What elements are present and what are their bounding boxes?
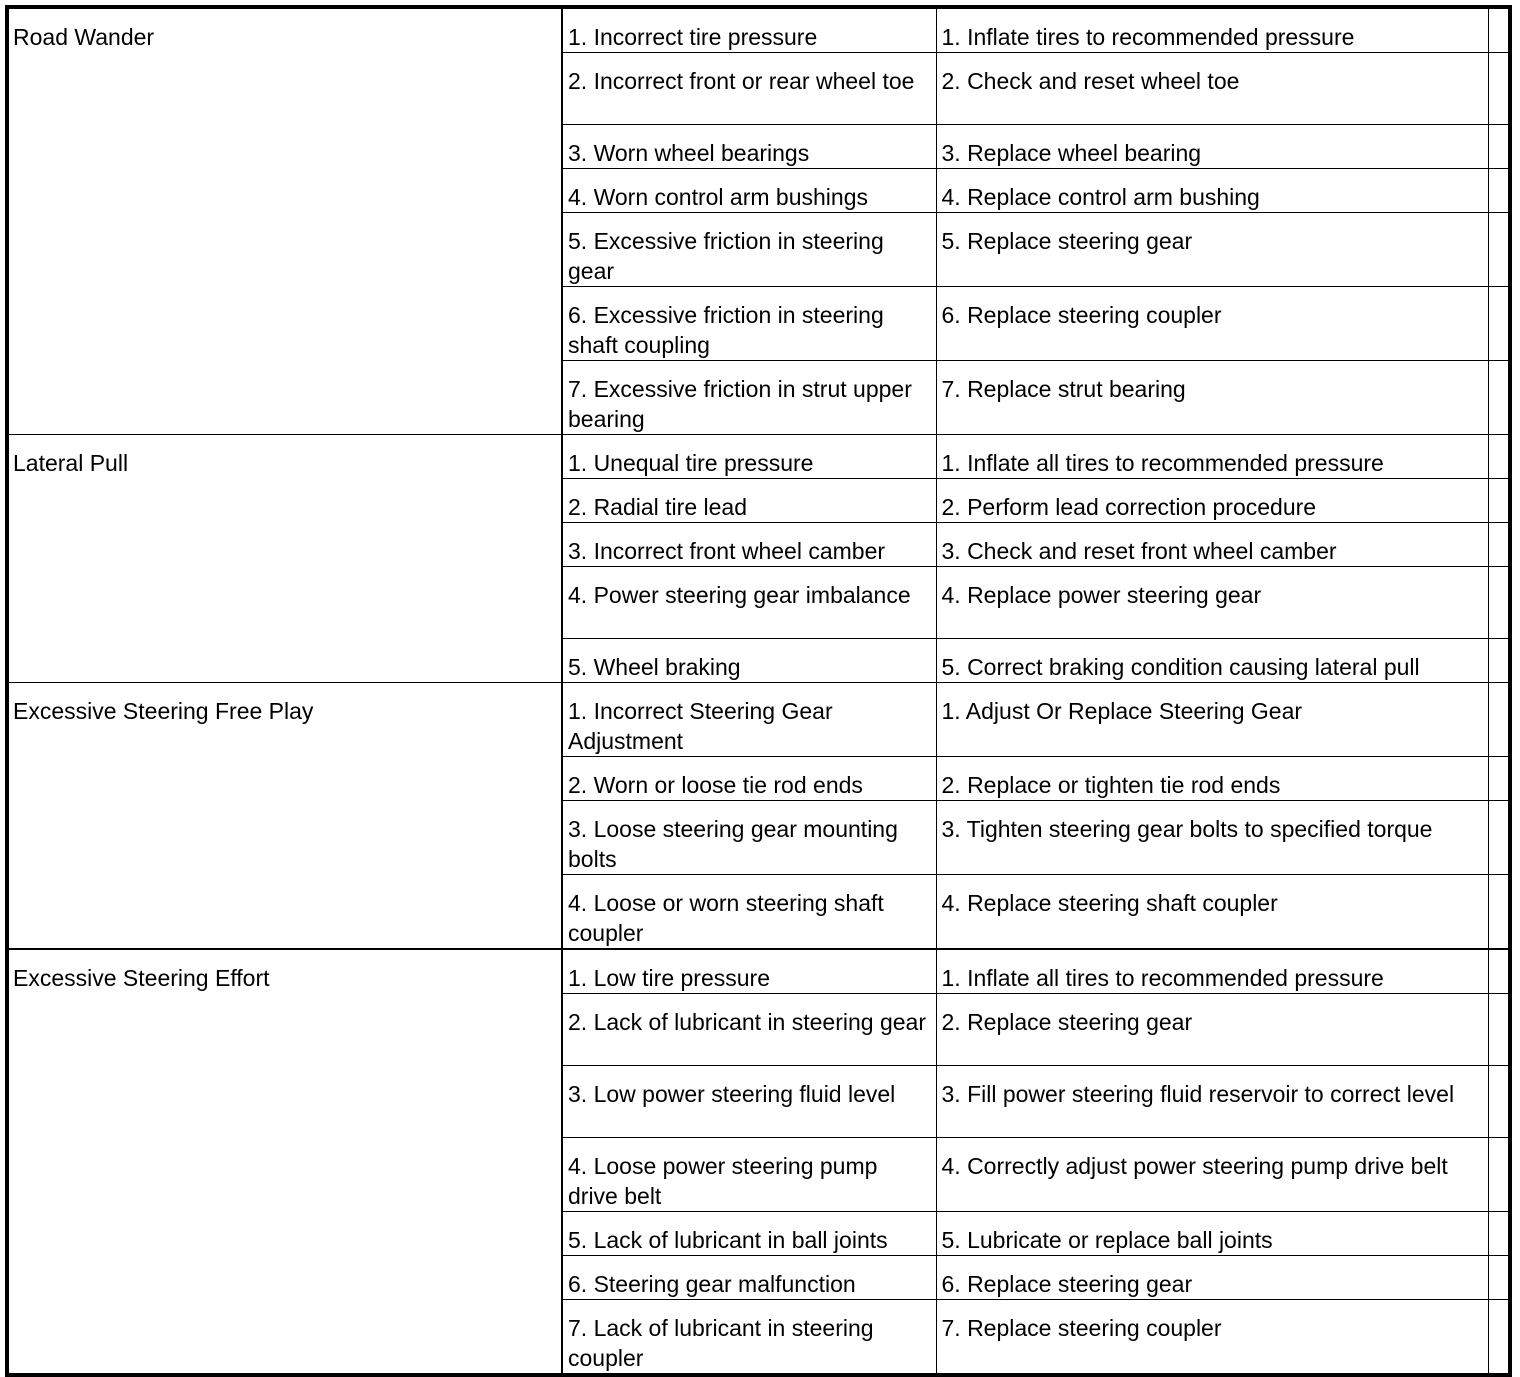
blank-cell [1488, 53, 1510, 125]
blank-cell [1488, 801, 1510, 875]
cause-cell: 5. Lack of lubricant in ball joints [562, 1212, 936, 1256]
correction-cell: 6. Replace steering gear [936, 1256, 1488, 1300]
blank-cell [1488, 479, 1510, 523]
correction-cell: 1. Inflate all tires to recommended pressure [936, 949, 1488, 994]
correction-cell: 1. Inflate tires to recommended pressure [936, 7, 1488, 53]
cause-cell: 5. Excessive friction in steering gear [562, 213, 936, 287]
correction-cell: 3. Check and reset front wheel camber [936, 523, 1488, 567]
cause-cell: 2. Incorrect front or rear wheel toe [562, 53, 936, 125]
correction-cell: 3. Tighten steering gear bolts to specified torque [936, 801, 1488, 875]
correction-cell: 6. Replace steering coupler [936, 287, 1488, 361]
cause-cell: 5. Wheel braking [562, 639, 936, 683]
correction-cell: 4. Replace power steering gear [936, 567, 1488, 639]
cause-cell: 6. Steering gear malfunction [562, 1256, 936, 1300]
blank-cell [1488, 523, 1510, 567]
cause-cell: 7. Lack of lubricant in steering coupler [562, 1300, 936, 1376]
blank-cell [1488, 639, 1510, 683]
cause-cell: 2. Lack of lubricant in steering gear [562, 994, 936, 1066]
condition-cell: Lateral Pull [7, 435, 562, 683]
table-row [7, 949, 1510, 994]
blank-cell [1488, 1138, 1510, 1212]
correction-cell: 5. Lubricate or replace ball joints [936, 1212, 1488, 1256]
blank-cell [1488, 1256, 1510, 1300]
cause-cell: 1. Unequal tire pressure [562, 435, 936, 479]
condition-cell: Excessive Steering Free Play [7, 683, 562, 950]
correction-cell: 5. Correct braking condition causing lateral pull [936, 639, 1488, 683]
cause-cell: 1. Low tire pressure [562, 949, 936, 994]
correction-cell: 1. Inflate all tires to recommended pressure [936, 435, 1488, 479]
condition-cell: Road Wander [7, 7, 562, 435]
cause-cell: 4. Power steering gear imbalance [562, 567, 936, 639]
correction-cell: 4. Replace control arm bushing [936, 169, 1488, 213]
correction-cell: 2. Replace steering gear [936, 994, 1488, 1066]
blank-cell [1488, 567, 1510, 639]
cause-cell: 3. Low power steering fluid level [562, 1066, 936, 1138]
cause-cell: 1. Incorrect tire pressure [562, 7, 936, 53]
blank-cell [1488, 1066, 1510, 1138]
cause-cell: 2. Worn or loose tie rod ends [562, 757, 936, 801]
cause-cell: 4. Loose power steering pump drive belt [562, 1138, 936, 1212]
correction-cell: 7. Replace strut bearing [936, 361, 1488, 435]
correction-cell: 2. Perform lead correction procedure [936, 479, 1488, 523]
correction-cell: 1. Adjust Or Replace Steering Gear [936, 683, 1488, 757]
blank-cell [1488, 949, 1510, 994]
table-row [7, 7, 1510, 53]
correction-cell: 2. Replace or tighten tie rod ends [936, 757, 1488, 801]
cause-cell: 3. Loose steering gear mounting bolts [562, 801, 936, 875]
cause-cell: 4. Loose or worn steering shaft coupler [562, 875, 936, 950]
correction-cell: 4. Replace steering shaft coupler [936, 875, 1488, 950]
table-row [7, 683, 1510, 757]
correction-cell: 2. Check and reset wheel toe [936, 53, 1488, 125]
cause-cell: 4. Worn control arm bushings [562, 169, 936, 213]
blank-cell [1488, 169, 1510, 213]
blank-cell [1488, 875, 1510, 950]
correction-cell: 7. Replace steering coupler [936, 1300, 1488, 1376]
blank-cell [1488, 213, 1510, 287]
blank-cell [1488, 287, 1510, 361]
blank-cell [1488, 435, 1510, 479]
blank-cell [1488, 361, 1510, 435]
blank-cell [1488, 1212, 1510, 1256]
condition-cell: Excessive Steering Effort [7, 949, 562, 1375]
blank-cell [1488, 683, 1510, 757]
blank-cell [1488, 1300, 1510, 1376]
blank-cell [1488, 125, 1510, 169]
cause-cell: 2. Radial tire lead [562, 479, 936, 523]
cause-cell: 1. Incorrect Steering Gear Adjustment [562, 683, 936, 757]
blank-cell [1488, 994, 1510, 1066]
correction-cell: 3. Fill power steering fluid reservoir to correct level [936, 1066, 1488, 1138]
correction-cell: 5. Replace steering gear [936, 213, 1488, 287]
cause-cell: 7. Excessive friction in strut upper bearing [562, 361, 936, 435]
correction-cell: 3. Replace wheel bearing [936, 125, 1488, 169]
blank-cell [1488, 7, 1510, 53]
correction-cell: 4. Correctly adjust power steering pump drive belt [936, 1138, 1488, 1212]
cause-cell: 3. Worn wheel bearings [562, 125, 936, 169]
cause-cell: 3. Incorrect front wheel camber [562, 523, 936, 567]
table-row [7, 435, 1510, 479]
diagnosis-table [5, 5, 1512, 1377]
blank-cell [1488, 757, 1510, 801]
cause-cell: 6. Excessive friction in steering shaft coupling [562, 287, 936, 361]
